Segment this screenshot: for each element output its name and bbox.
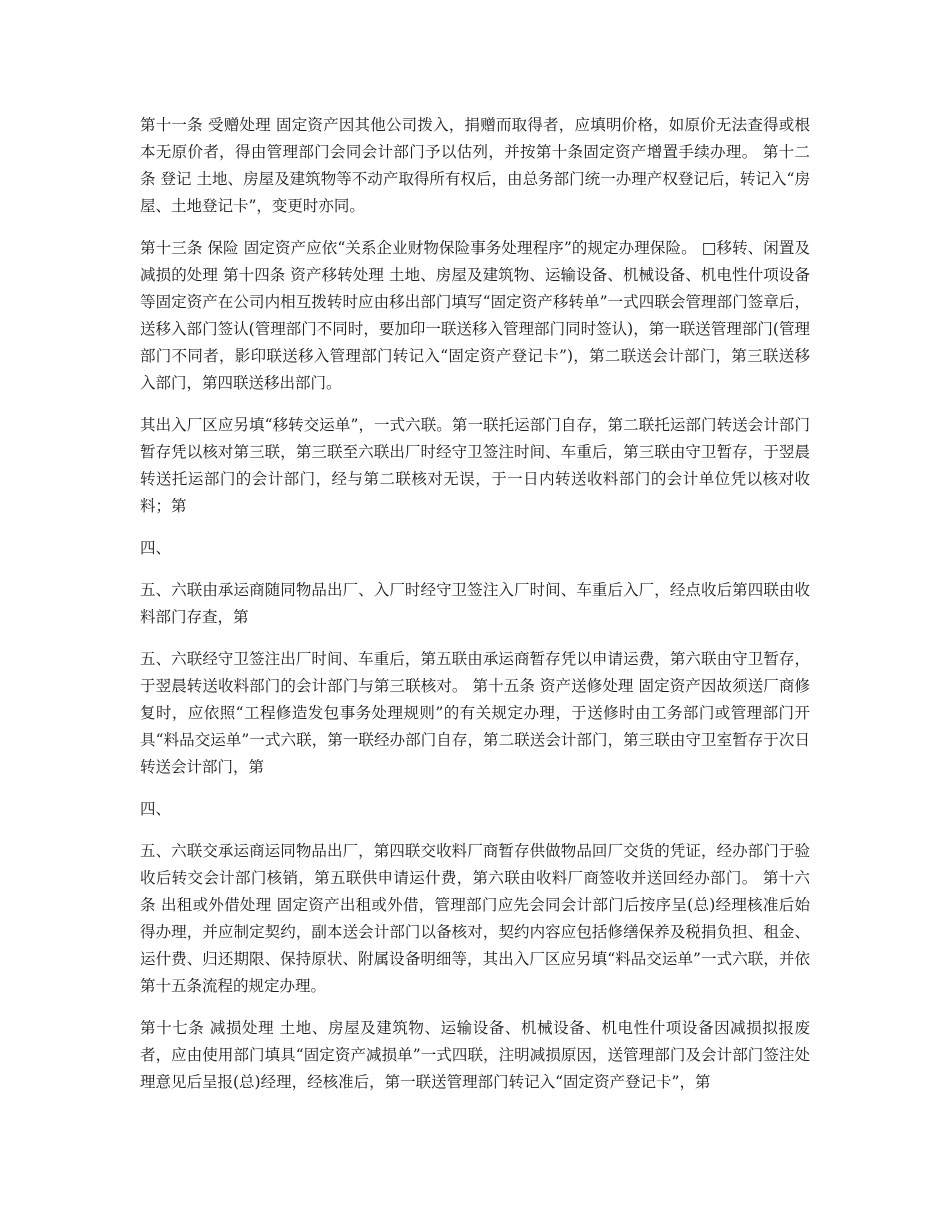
- paragraph-item-four-second: 四、: [140, 800, 172, 818]
- paragraph-article-15: 五、六联经守卫签注出厂时间、车重后，第五联由承运商暂存凭以申请运费，第六联由守卫暂存，于翌晨转送收料部门的会计部门与第三联核对。 第十五条 资产送修处理 固定资产因故须送厂商修复时，应依照“工程修造发包事务处理规则”的有关规定办理，于送修时由工务部门或管理部门开具“料品交运单”一式六联，第一联经办部门自存，第二联送会计部门，第三联由守卫室暂存于次日转送会计部门，第: [140, 650, 810, 776]
- paragraph-article-13-14: 第十三条 保险 固定资产应依“关系企业财物保险事务处理程序”的规定办理保险。 □移转、闲置及减损的处理 第十四条 资产移转处理 土地、房屋及建筑物、运输设备、机械设备、机电性什项设备等固定资产在公司内相互拨转时应由移出部门填写“固定资产移转单”一式四联会管理部门签章后，送移入部门签认(管理部门不同时，要加印一联送移入管理部门同时签认)，第一联送管理部门(管理部门不同者，影印联送移入管理部门转记入“固定资产登记卡”)，第二联送会计部门，第三联送移入部门，第四联送移出部门。: [140, 239, 810, 392]
- paragraph-article-17: 第十七条 减损处理 土地、房屋及建筑物、运输设备、机械设备、机电性什项设备因减损拟报废者，应由使用部门填具“固定资产减损单”一式四联，注明减损原因，送管理部门及会计部门签注处理意见后呈报(总)经理，经核准后，第一联送管理部门转记入“固定资产登记卡”，第: [140, 1019, 810, 1091]
- paragraph-article-11-12: 第十一条 受赠处理 固定资产因其他公司拨入，捐赠而取得者，应填明价格，如原价无法查得或根本无原价者，得由管理部门会同会计部门予以估列，并按第十条固定资产增置手续办理。 第十二条 登记 土地、房屋及建筑物等不动产取得所有权后，由总务部门统一办理产权登记后，转记入“房屋、土地登记卡”，变更时亦同。: [140, 116, 810, 215]
- paragraph-copies-five-six-entry: 五、六联由承运商随同物品出厂、入厂时经守卫签注入厂时间、车重后入厂，经点收后第四联由收料部门存查，第: [140, 581, 810, 626]
- document-body: [140, 112, 810, 1096]
- paragraph-item-four: 四、: [140, 539, 172, 557]
- paragraph-transfer-shipping-form: 其出入厂区应另填“移转交运单”，一式六联。第一联托运部门自存，第二联托运部门转送会计部门暂存凭以核对第三联，第三联至六联出厂时经守卫签注时间、车重后，第三联由守卫暂存，于翌晨转送托运部门的会计部门，经与第二联核对无误，于一日内转送收料部门的会计单位凭以核对收料；第: [140, 416, 810, 515]
- paragraph-article-16: 五、六联交承运商运同物品出厂，第四联交收料厂商暂存供做物品回厂交货的凭证，经办部门于验收后转交会计部门核销，第五联供申请运什费，第六联由收料厂商签收并送回经办部门。 第十六条 出租或外借处理 固定资产出租或外借，管理部门应先会同会计部门后按序呈(总)经理核准后始得办理，并应制定契约，副本送会计部门以备核对，契约内容应包括修缮保养及税捐负担、租金、运什费、归还期限、保持原状、附属设备明细等，其出入厂区应另填“料品交运单”一式六联，并依第十五条流程的规定办理。: [140, 842, 810, 995]
